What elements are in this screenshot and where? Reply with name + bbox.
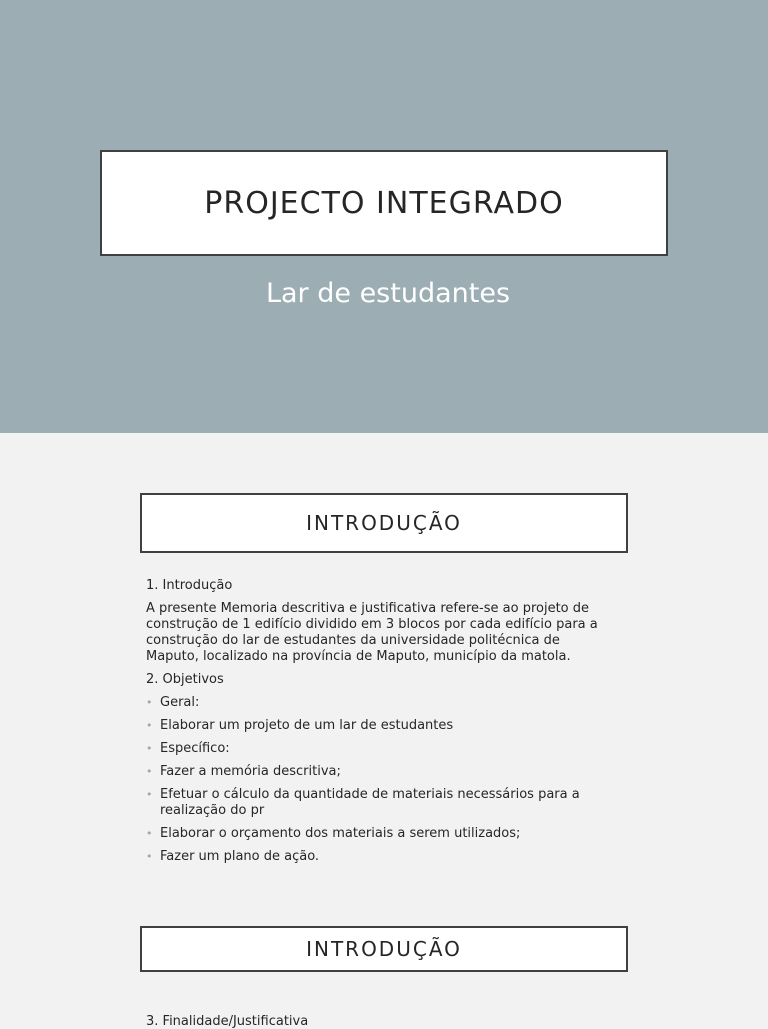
intro-heading-box: [140, 493, 628, 553]
list-item: • Fazer um plano de ação.: [146, 849, 320, 864]
intro-heading-2: INTRODUÇÃO: [306, 937, 462, 961]
title-box: [100, 150, 668, 256]
list-item: • Elaborar um projeto de um lar de estudantes: [146, 718, 454, 733]
list-item: • Geral:: [146, 695, 200, 710]
bullet-icon: •: [146, 742, 153, 755]
section-2-title: 2. Objetivos: [146, 672, 224, 687]
list-item: • Elaborar o orçamento dos materiais a serem utilizados;: [146, 826, 521, 841]
list-item: • Específico:: [146, 741, 230, 756]
presentation-title: PROJECTO INTEGRADO: [204, 185, 564, 221]
bullet-icon: •: [146, 719, 153, 732]
intro-heading: INTRODUÇÃO: [306, 511, 462, 535]
list-item: • Fazer a memória descritiva;: [146, 764, 341, 779]
bullet-icon: •: [146, 788, 153, 801]
bullet-icon: •: [146, 696, 153, 709]
intro-heading-box-2: [140, 926, 628, 972]
intro-content: [146, 578, 616, 872]
intro-paragraph: A presente Memoria descritiva e justificativa refere-se ao projeto de construção de 1 edifício dividido em 3 blocos por cada edifício para a construção do lar de estudantes da universidade politécnica de Maputo, localizado na província de Maputo, município da matola.: [146, 601, 598, 664]
objectives-list: [146, 695, 616, 865]
title-slide: [0, 0, 768, 433]
bullet-icon: •: [146, 827, 153, 840]
section-3-title: 3. Finalidade/Justificativa: [146, 1014, 309, 1029]
bullet-icon: •: [146, 850, 153, 863]
section-1-title: 1. Introdução: [146, 578, 233, 593]
presentation-subtitle: Lar de estudantes: [265, 278, 511, 309]
list-item: • Efetuar o cálculo da quantidade de materiais necessários para a realização do pr: [146, 787, 580, 818]
bullet-icon: •: [146, 765, 153, 778]
